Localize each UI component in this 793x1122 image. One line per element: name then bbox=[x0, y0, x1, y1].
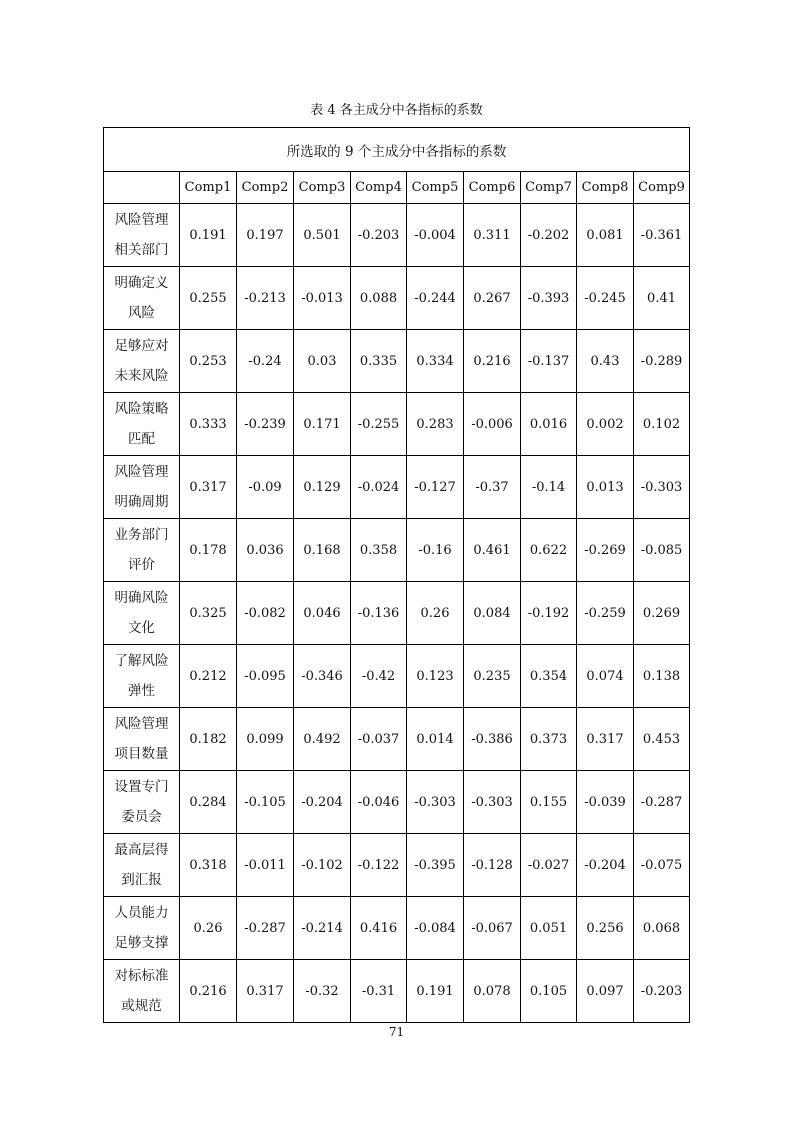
table-row bbox=[104, 960, 690, 1023]
column-header-comp9: Comp9 bbox=[634, 172, 690, 204]
row-label bbox=[104, 582, 180, 645]
table-cell: -0.31 bbox=[351, 960, 407, 1023]
table-cell: 0.078 bbox=[464, 960, 521, 1023]
table-cell: 0.358 bbox=[351, 519, 407, 582]
table-cell: -0.192 bbox=[521, 582, 577, 645]
row-label bbox=[104, 204, 180, 267]
column-header-comp6: Comp6 bbox=[464, 172, 521, 204]
table-cell: -0.213 bbox=[237, 267, 294, 330]
table-cell: 0.036 bbox=[237, 519, 294, 582]
table-cell: 0.016 bbox=[521, 393, 577, 456]
table-cell: 0.453 bbox=[634, 708, 690, 771]
table-cell: 0.354 bbox=[521, 645, 577, 708]
column-header-comp4: Comp4 bbox=[351, 172, 407, 204]
table-cell: 0.235 bbox=[464, 645, 521, 708]
table-cell: 0.317 bbox=[577, 708, 634, 771]
table-row bbox=[104, 519, 690, 582]
table-row bbox=[104, 771, 690, 834]
column-header-row bbox=[104, 172, 690, 204]
table-cell: 0.171 bbox=[294, 393, 351, 456]
table-cell: 0.155 bbox=[521, 771, 577, 834]
table-cell: 0.334 bbox=[407, 330, 464, 393]
table-cell: 0.255 bbox=[180, 267, 237, 330]
table-cell: -0.14 bbox=[521, 456, 577, 519]
table-cell: 0.105 bbox=[521, 960, 577, 1023]
row-label-line: 委员会 bbox=[121, 809, 162, 825]
row-label-line: 未来风险 bbox=[114, 368, 169, 384]
column-header-comp8: Comp8 bbox=[577, 172, 634, 204]
table-row bbox=[104, 897, 690, 960]
table-cell: 0.416 bbox=[351, 897, 407, 960]
table-cell: -0.075 bbox=[634, 834, 690, 897]
table-body bbox=[104, 128, 690, 1023]
table-cell: -0.239 bbox=[237, 393, 294, 456]
row-label bbox=[104, 330, 180, 393]
table-cell: 0.501 bbox=[294, 204, 351, 267]
row-label bbox=[104, 960, 180, 1023]
table-cell: -0.203 bbox=[351, 204, 407, 267]
table-cell: 0.088 bbox=[351, 267, 407, 330]
row-label-line: 明确周期 bbox=[114, 494, 169, 510]
table-cell: 0.002 bbox=[577, 393, 634, 456]
table-cell: 0.269 bbox=[634, 582, 690, 645]
table-cell: -0.082 bbox=[237, 582, 294, 645]
table-cell: -0.095 bbox=[237, 645, 294, 708]
column-header-comp1: Comp1 bbox=[180, 172, 237, 204]
table-cell: -0.361 bbox=[634, 204, 690, 267]
column-header-comp3: Comp3 bbox=[294, 172, 351, 204]
table-cell: 0.333 bbox=[180, 393, 237, 456]
row-label bbox=[104, 708, 180, 771]
table-cell: -0.122 bbox=[351, 834, 407, 897]
table-cell: 0.051 bbox=[521, 897, 577, 960]
table-cell: 0.013 bbox=[577, 456, 634, 519]
table-title-row bbox=[104, 128, 690, 172]
table-cell: -0.255 bbox=[351, 393, 407, 456]
table-cell: 0.41 bbox=[634, 267, 690, 330]
table-cell: -0.102 bbox=[294, 834, 351, 897]
table-row bbox=[104, 708, 690, 771]
table-cell: -0.024 bbox=[351, 456, 407, 519]
table-caption: 表 4 各主成分中各指标的系数 bbox=[310, 103, 483, 118]
table-cell: -0.16 bbox=[407, 519, 464, 582]
table-cell: 0.178 bbox=[180, 519, 237, 582]
table-cell: -0.202 bbox=[521, 204, 577, 267]
table-cell: 0.168 bbox=[294, 519, 351, 582]
table-cell: 0.335 bbox=[351, 330, 407, 393]
row-label-line: 风险策略 bbox=[114, 401, 169, 417]
table-cell: -0.303 bbox=[407, 771, 464, 834]
table-cell: 0.26 bbox=[180, 897, 237, 960]
table-cell: -0.245 bbox=[577, 267, 634, 330]
column-header-comp5: Comp5 bbox=[407, 172, 464, 204]
table-cell: 0.191 bbox=[407, 960, 464, 1023]
row-label bbox=[104, 771, 180, 834]
corner-cell bbox=[104, 172, 180, 204]
row-label-line: 人员能力 bbox=[114, 905, 169, 921]
row-label-line: 评价 bbox=[128, 557, 155, 573]
table-cell: 0.129 bbox=[294, 456, 351, 519]
row-label-line: 文化 bbox=[128, 620, 155, 636]
table-cell: 0.253 bbox=[180, 330, 237, 393]
table-cell: -0.395 bbox=[407, 834, 464, 897]
table-cell: 0.212 bbox=[180, 645, 237, 708]
table-row bbox=[104, 645, 690, 708]
table-cell: -0.067 bbox=[464, 897, 521, 960]
row-label-line: 明确定义 bbox=[114, 275, 169, 291]
table-cell: -0.287 bbox=[237, 897, 294, 960]
table-cell: -0.203 bbox=[634, 960, 690, 1023]
row-label-line: 了解风险 bbox=[114, 653, 169, 669]
row-label-line: 风险管理 bbox=[114, 212, 169, 228]
table-cell: -0.027 bbox=[521, 834, 577, 897]
table-cell: 0.102 bbox=[634, 393, 690, 456]
table-row bbox=[104, 456, 690, 519]
row-label-line: 或规范 bbox=[121, 998, 162, 1014]
table-cell: 0.622 bbox=[521, 519, 577, 582]
table-cell: -0.09 bbox=[237, 456, 294, 519]
table-cell: -0.269 bbox=[577, 519, 634, 582]
table-cell: 0.43 bbox=[577, 330, 634, 393]
table-cell: -0.046 bbox=[351, 771, 407, 834]
table-cell: -0.259 bbox=[577, 582, 634, 645]
table-cell: -0.346 bbox=[294, 645, 351, 708]
table-cell: -0.42 bbox=[351, 645, 407, 708]
table-cell: 0.318 bbox=[180, 834, 237, 897]
table-cell: 0.084 bbox=[464, 582, 521, 645]
table-cell: -0.136 bbox=[351, 582, 407, 645]
table-cell: -0.105 bbox=[237, 771, 294, 834]
table-row bbox=[104, 393, 690, 456]
table-cell: -0.244 bbox=[407, 267, 464, 330]
table-cell: 0.256 bbox=[577, 897, 634, 960]
table-cell: 0.197 bbox=[237, 204, 294, 267]
row-label bbox=[104, 393, 180, 456]
table-cell: 0.317 bbox=[237, 960, 294, 1023]
table-cell: -0.013 bbox=[294, 267, 351, 330]
table-cell: 0.068 bbox=[634, 897, 690, 960]
row-label bbox=[104, 519, 180, 582]
column-header-comp2: Comp2 bbox=[237, 172, 294, 204]
table-cell: -0.303 bbox=[464, 771, 521, 834]
table-cell: 0.461 bbox=[464, 519, 521, 582]
column-header-comp7: Comp7 bbox=[521, 172, 577, 204]
row-label-line: 明确风险 bbox=[114, 590, 169, 606]
table-cell: 0.074 bbox=[577, 645, 634, 708]
table-cell: 0.099 bbox=[237, 708, 294, 771]
table-cell: 0.492 bbox=[294, 708, 351, 771]
table-title: 所选取的 9 个主成分中各指标的系数 bbox=[104, 128, 690, 172]
row-label-line: 相关部门 bbox=[114, 242, 169, 258]
table-cell: 0.283 bbox=[407, 393, 464, 456]
row-label-line: 风险管理 bbox=[114, 716, 169, 732]
table-cell: -0.004 bbox=[407, 204, 464, 267]
table-cell: -0.011 bbox=[237, 834, 294, 897]
table-cell: -0.085 bbox=[634, 519, 690, 582]
table-cell: 0.014 bbox=[407, 708, 464, 771]
table-row bbox=[104, 330, 690, 393]
table-cell: -0.128 bbox=[464, 834, 521, 897]
table-cell: -0.039 bbox=[577, 771, 634, 834]
row-label-line: 风险管理 bbox=[114, 464, 169, 480]
table-cell: -0.303 bbox=[634, 456, 690, 519]
table-cell: -0.137 bbox=[521, 330, 577, 393]
table-cell: 0.325 bbox=[180, 582, 237, 645]
table-row bbox=[104, 204, 690, 267]
table-cell: 0.317 bbox=[180, 456, 237, 519]
table-cell: -0.006 bbox=[464, 393, 521, 456]
table-row bbox=[104, 834, 690, 897]
table-cell: 0.311 bbox=[464, 204, 521, 267]
table-cell: 0.373 bbox=[521, 708, 577, 771]
row-label bbox=[104, 897, 180, 960]
row-label-line: 最高层得 bbox=[114, 842, 169, 858]
row-label-line: 风险 bbox=[128, 305, 155, 321]
row-label-line: 匹配 bbox=[128, 431, 155, 447]
table-cell: -0.37 bbox=[464, 456, 521, 519]
table-cell: -0.386 bbox=[464, 708, 521, 771]
table-cell: -0.287 bbox=[634, 771, 690, 834]
table-cell: -0.084 bbox=[407, 897, 464, 960]
row-label-line: 业务部门 bbox=[114, 527, 169, 543]
row-label-line: 足够支撑 bbox=[114, 935, 169, 951]
table-cell: -0.204 bbox=[294, 771, 351, 834]
coefficient-table bbox=[103, 127, 690, 1023]
row-label-line: 到汇报 bbox=[121, 872, 162, 888]
table-cell: 0.097 bbox=[577, 960, 634, 1023]
page-number: 71 bbox=[388, 1025, 405, 1039]
table-cell: -0.393 bbox=[521, 267, 577, 330]
table-cell: 0.123 bbox=[407, 645, 464, 708]
table-cell: -0.037 bbox=[351, 708, 407, 771]
table-cell: 0.182 bbox=[180, 708, 237, 771]
table-cell: -0.289 bbox=[634, 330, 690, 393]
table-cell: 0.267 bbox=[464, 267, 521, 330]
row-label-line: 对标标准 bbox=[114, 968, 169, 984]
row-label bbox=[104, 645, 180, 708]
table-cell: 0.03 bbox=[294, 330, 351, 393]
table-cell: 0.138 bbox=[634, 645, 690, 708]
row-label bbox=[104, 834, 180, 897]
table-cell: 0.191 bbox=[180, 204, 237, 267]
table-cell: -0.127 bbox=[407, 456, 464, 519]
row-label-line: 弹性 bbox=[128, 683, 155, 699]
table-cell: 0.081 bbox=[577, 204, 634, 267]
table-cell: 0.216 bbox=[180, 960, 237, 1023]
table-cell: 0.216 bbox=[464, 330, 521, 393]
table-cell: -0.214 bbox=[294, 897, 351, 960]
table-row bbox=[104, 582, 690, 645]
table-cell: 0.284 bbox=[180, 771, 237, 834]
row-label-line: 项目数量 bbox=[114, 746, 169, 762]
row-label bbox=[104, 267, 180, 330]
table-cell: -0.204 bbox=[577, 834, 634, 897]
row-label bbox=[104, 456, 180, 519]
table-row bbox=[104, 267, 690, 330]
table-cell: 0.26 bbox=[407, 582, 464, 645]
table-cell: 0.046 bbox=[294, 582, 351, 645]
row-label-line: 设置专门 bbox=[114, 779, 169, 795]
table-cell: -0.32 bbox=[294, 960, 351, 1023]
table-cell: -0.24 bbox=[237, 330, 294, 393]
row-label-line: 足够应对 bbox=[114, 338, 169, 354]
